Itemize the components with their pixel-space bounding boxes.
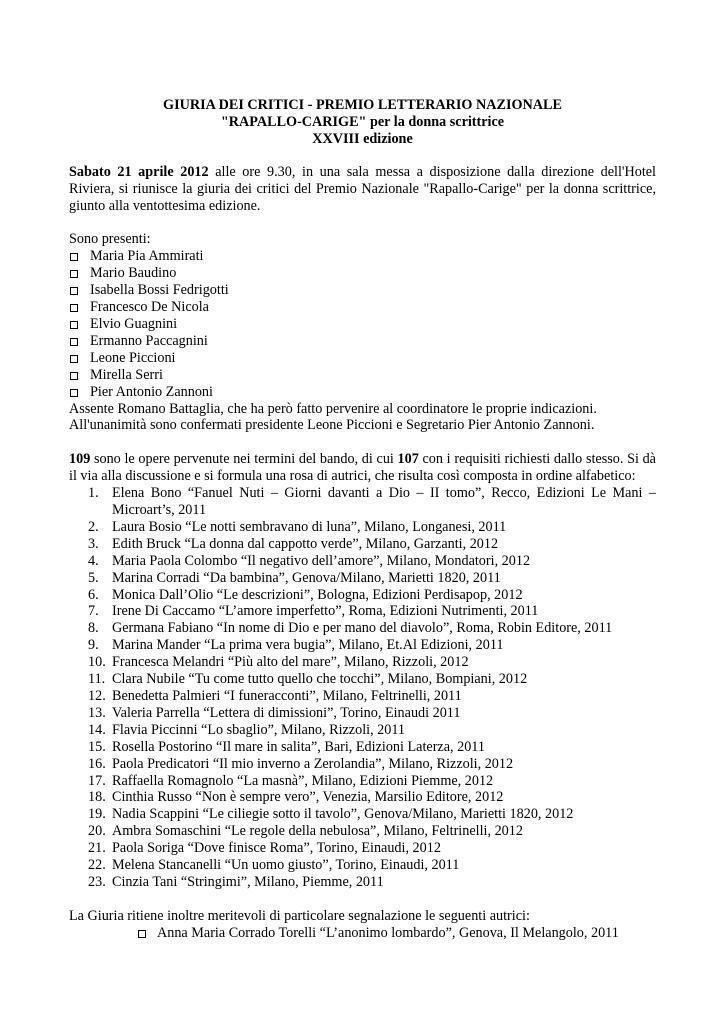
list-item: Maria Pia Ammirati [69,248,656,265]
intro-paragraph [69,164,656,215]
count-received: 109 [69,451,91,468]
list-item: 4. Maria Paola Colombo “Il negativo dell’amore”, Milano, Mondatori, 2012 [88,552,531,569]
list-item: 15. Rosella Postorino “Il mare in salita”, Bari, Edizioni Laterza, 2011 [88,738,485,755]
checkbox-bullet-icon [70,389,78,397]
title-line-1: GIURIA DEI CRITICI - PREMIO LETTERARIO NAZIONALE [163,97,562,113]
intro-text: alle ore 9.30, in una sala messa a disposizione dalla direzione dell'Hotel Riviera, si riunisce la giuria dei critici del Premio Nazionale "Rapallo-Carige" per la donna scrittrice, giunto alla ventottesima edizione. [69,163,656,214]
shortlist [69,485,656,891]
list-item: Mirella Serri [69,367,656,384]
count-valid: 107 [397,451,419,468]
meeting-date: Sabato 21 aprile 2012 [69,163,209,180]
list-item: Elvio Guagnini [69,316,656,333]
members-list [69,248,656,400]
list-item: 23. Cinzia Tani “Stringimi”, Milano, Piemme, 2011 [88,873,384,890]
list-item: 2. Laura Bosio “Le notti sembravano di luna”, Milano, Longanesi, 2011 [88,518,507,535]
list-item: 10. Francesca Melandri “Più alto del mare”, Milano, Rizzoli, 2012 [88,654,469,671]
list-item: 20. Ambra Somaschini “Le regole della nebulosa”, Milano, Feltrinelli, 2012 [88,823,523,840]
list-item: Francesco De Nicola [69,299,656,316]
checkbox-bullet-icon [70,338,78,346]
list-item: 1. Elena Bono “Fanuel Nuti – Giorni davanti a Dio – II tomo”, Recco, Edizioni Le Mani – Microart’s, 2011 [88,485,656,519]
list-item: 3. Edith Bruck “La donna dal cappotto verde”, Milano, Garzanti, 2012 [88,535,499,552]
reports-list [69,925,656,942]
checkbox-bullet-icon [70,270,78,278]
list-item: 19. Nadia Scappini “Le ciliegie sotto il tavolo”, Genova/Milano, Marietti 1820, 2012 [88,806,574,823]
checkbox-bullet-icon [70,355,78,363]
list-item: 21. Paola Soriga “Dove finisce Roma”, Torino, Einaudi, 2012 [88,840,441,857]
list-item: Leone Piccioni [69,350,656,367]
list-item: 22. Melena Stancanelli “Un uomo giusto”, Torino, Einaudi, 2011 [88,857,460,874]
list-item: 14. Flavia Piccinni “Lo sbaglio”, Milano, Rizzoli, 2011 [88,721,406,738]
list-item: 7. Irene Di Caccamo “L’amore imperfetto”, Roma, Edizioni Nutrimenti, 2011 [88,603,539,620]
list-item: 17. Raffaella Romagnolo “La masnà”, Milano, Edizioni Piemme, 2012 [88,772,494,789]
works-paragraph: 109 sono le opere pervenute nei termini del bando, di cui 107 con i requisiti richiesti dallo stesso. Si dà il via alla discussione e si formula una rosa di autrici, che risulta così composta in ordine alfabetico: [69,451,656,485]
checkbox-bullet-icon [70,304,78,312]
checkbox-bullet-icon [138,930,146,938]
list-item: Pier Antonio Zannoni [69,384,656,401]
list-item: Mario Baudino [69,265,656,282]
list-item: 12. Benedetta Palmieri “I funeracconti”, Milano, Feltrinelli, 2011 [88,688,462,704]
list-item: 18. Cinthia Russo “Non è sempre vero”, Venezia, Marsilio Editore, 2012 [88,789,504,806]
list-item: 5. Marina Corradi “Da bambina”, Genova/Milano, Marietti 1820, 2011 [88,569,501,586]
list-item: Anna Maria Corrado Torelli “L’anonimo lombardo”, Genova, Il Melangolo, 2011 [69,925,656,942]
list-item: 9. Marina Mander “La prima vera bugia”, Milano, Et.Al Edizioni, 2011 [88,637,504,654]
title-line-2: "RAPALLO-CARIGE" per la donna scrittrice [220,113,505,130]
list-item: 13. Valeria Parrella “Lettera di dimissioni”, Torino, Einaudi 2011 [88,704,461,721]
reports-intro: La Giuria ritiene inoltre meritevoli di particolare segnalazione le seguenti autrici: [69,907,530,924]
list-item: 6. Monica Dall’Olio “Le descrizioni”, Bologna, Edizioni Perdisapop, 2012 [88,586,523,603]
confirmed-note: All'unanimità sono confermati presidente Leone Piccioni e Segretario Pier Antonio Zannoni. [69,417,595,434]
title-line-3: XXVIII edizione [312,130,413,147]
list-item: Ermanno Paccagnini [69,333,656,350]
checkbox-bullet-icon [70,253,78,261]
list-item: 8. Germana Fabiano “In nome di Dio e per mano del diavolo”, Roma, Robin Editore, 2011 [88,620,613,637]
list-item: 11. Clara Nubile “Tu come tutto quello che tocchi”, Milano, Bompiani, 2012 [88,671,528,688]
checkbox-bullet-icon [70,321,78,329]
list-item: Isabella Bossi Fedrigotti [69,282,656,299]
absent-note: Assente Romano Battaglia, che ha però fatto pervenire al coordinatore le proprie indicazioni. [69,400,597,417]
present-label: Sono presenti: [69,231,151,248]
checkbox-bullet-icon [70,372,78,380]
list-item: 16. Paola Predicatori “Il mio inverno a Zerolandia”, Milano, Rizzoli, 2012 [88,755,514,772]
checkbox-bullet-icon [70,287,78,295]
